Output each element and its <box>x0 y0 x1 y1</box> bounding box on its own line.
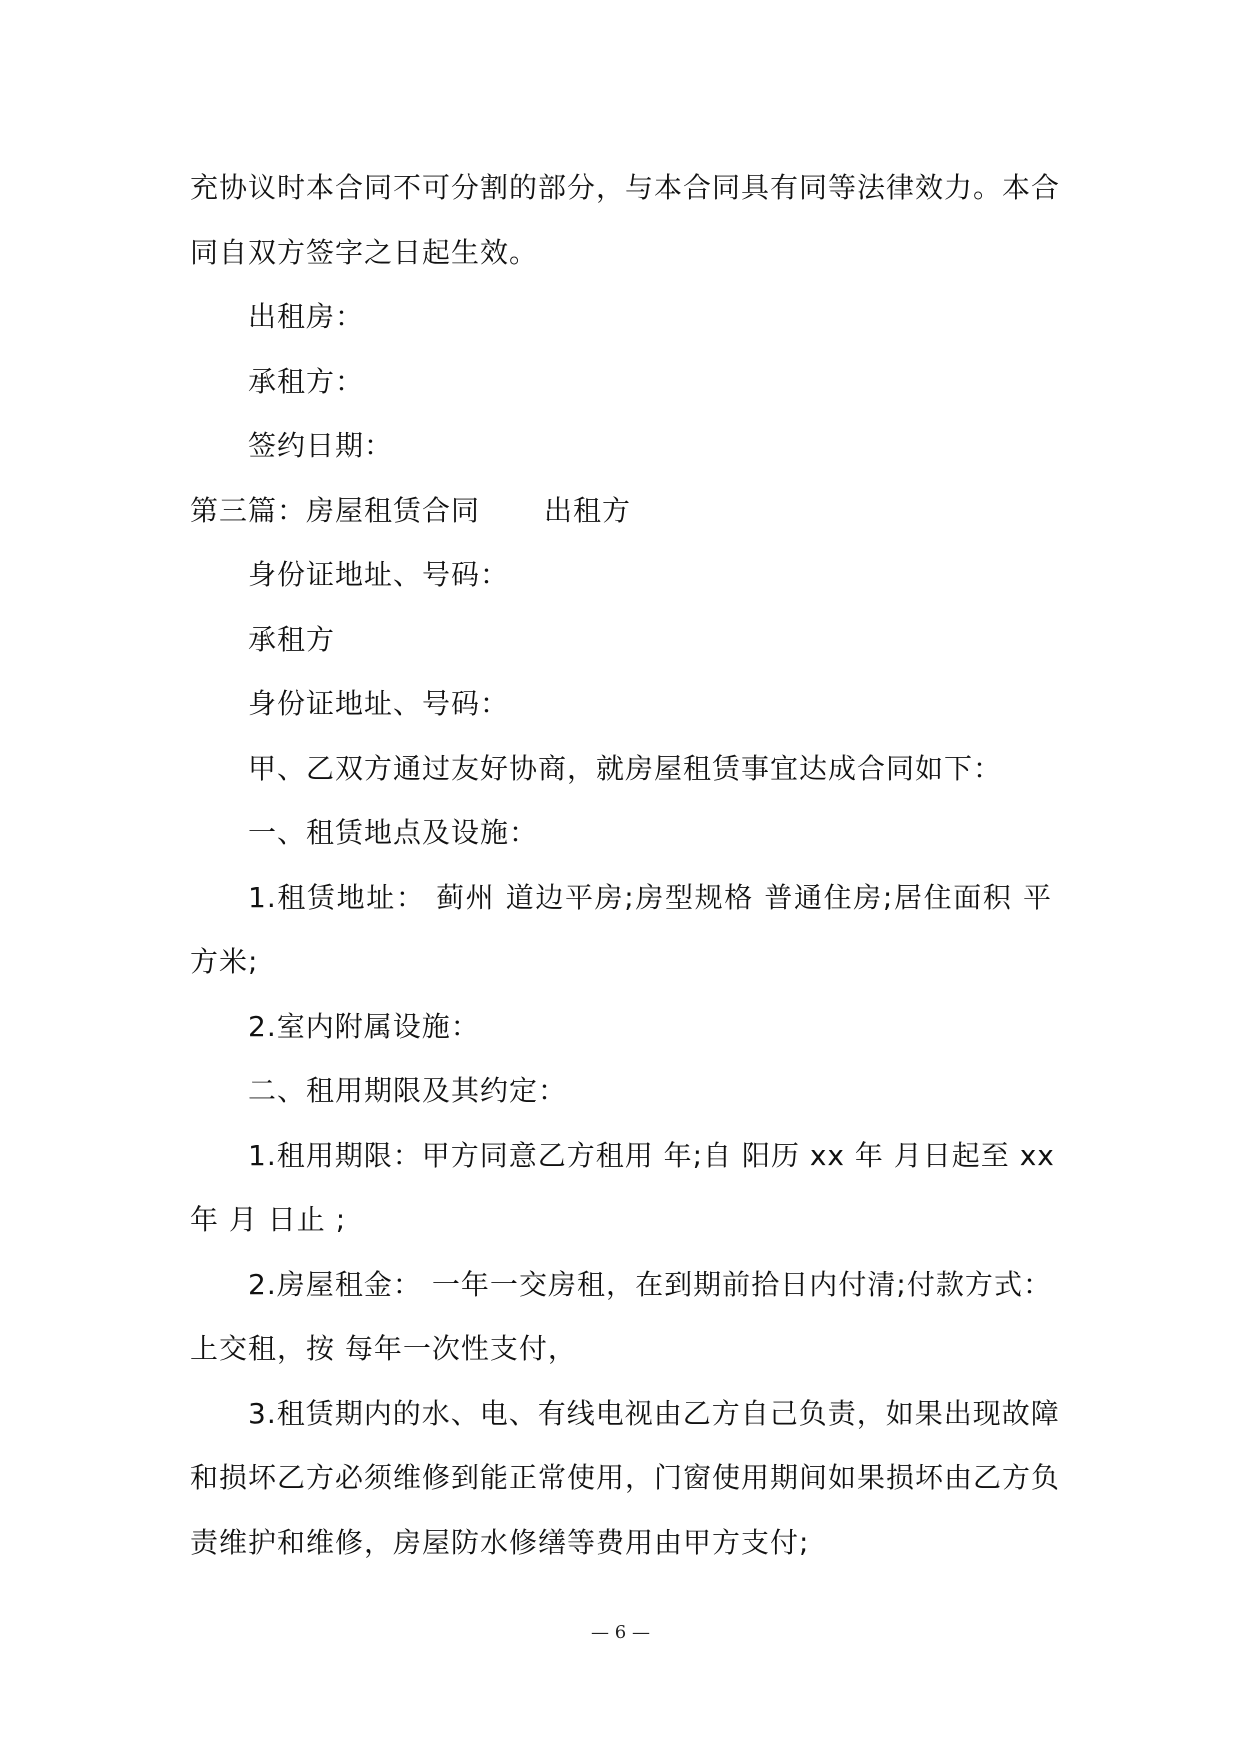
paragraph-line: 充协议时本合同不可分割的部分，与本合同具有同等法律效力。本合 <box>190 171 1061 204</box>
section-heading-line <box>190 479 1052 544</box>
clause-heading: 一、租赁地点及设施： <box>248 816 539 849</box>
document-body <box>190 156 1061 1575</box>
paragraph-line: 3.租赁期内的水、电、有线电视由乙方自己负责，如果出现故障 <box>248 1396 1060 1430</box>
paragraph-line: 同自双方签字之日起生效。 <box>190 235 539 269</box>
paragraph-line: 1.租用期限：甲方同意乙方租用 年;自 阳历 xx 年 月日起至 xx <box>248 1138 1055 1172</box>
paragraph-line: 责维护和维修，房屋防水修缮等费用由甲方支付; <box>190 1525 810 1559</box>
lessor-signature-line: 出租房： <box>248 300 365 333</box>
id-address-line: 身份证地址、号码： <box>248 558 510 591</box>
paragraph-line: 2.房屋租金： 一年一交房租，在到期前拾日内付清;付款方式： <box>248 1267 1052 1301</box>
paragraph-line: 年 月 日止 ; <box>190 1203 347 1236</box>
id-address-line: 身份证地址、号码： <box>248 687 510 720</box>
paragraph-line: 甲、乙双方通过友好协商，就房屋租赁事宜达成合同如下： <box>248 751 1003 785</box>
page-number: — 6 — <box>591 1622 650 1643</box>
paragraph-line: 方米; <box>190 945 259 978</box>
clause-heading: 二、租用期限及其约定： <box>248 1074 568 1107</box>
paragraph-line: 1.租赁地址： 蓟州 道边平房;房型规格 普通住房;居住面积 平 <box>248 880 1052 914</box>
paragraph-line: 和损坏乙方必须维修到能正常使用，门窗使用期间如果损坏由乙方负 <box>190 1461 1061 1494</box>
section-title: 第三篇：房屋租赁合同 <box>190 493 481 527</box>
paragraph-line: 上交租，按 每年一次性支付， <box>190 1332 577 1365</box>
paragraph-line: 2.室内附属设施： <box>248 1009 480 1043</box>
lessor-label: 出租方 <box>544 493 632 527</box>
signing-date-line: 签约日期： <box>248 429 394 462</box>
lessee-label: 承租方 <box>248 622 336 656</box>
lessee-signature-line: 承租方： <box>248 364 365 398</box>
